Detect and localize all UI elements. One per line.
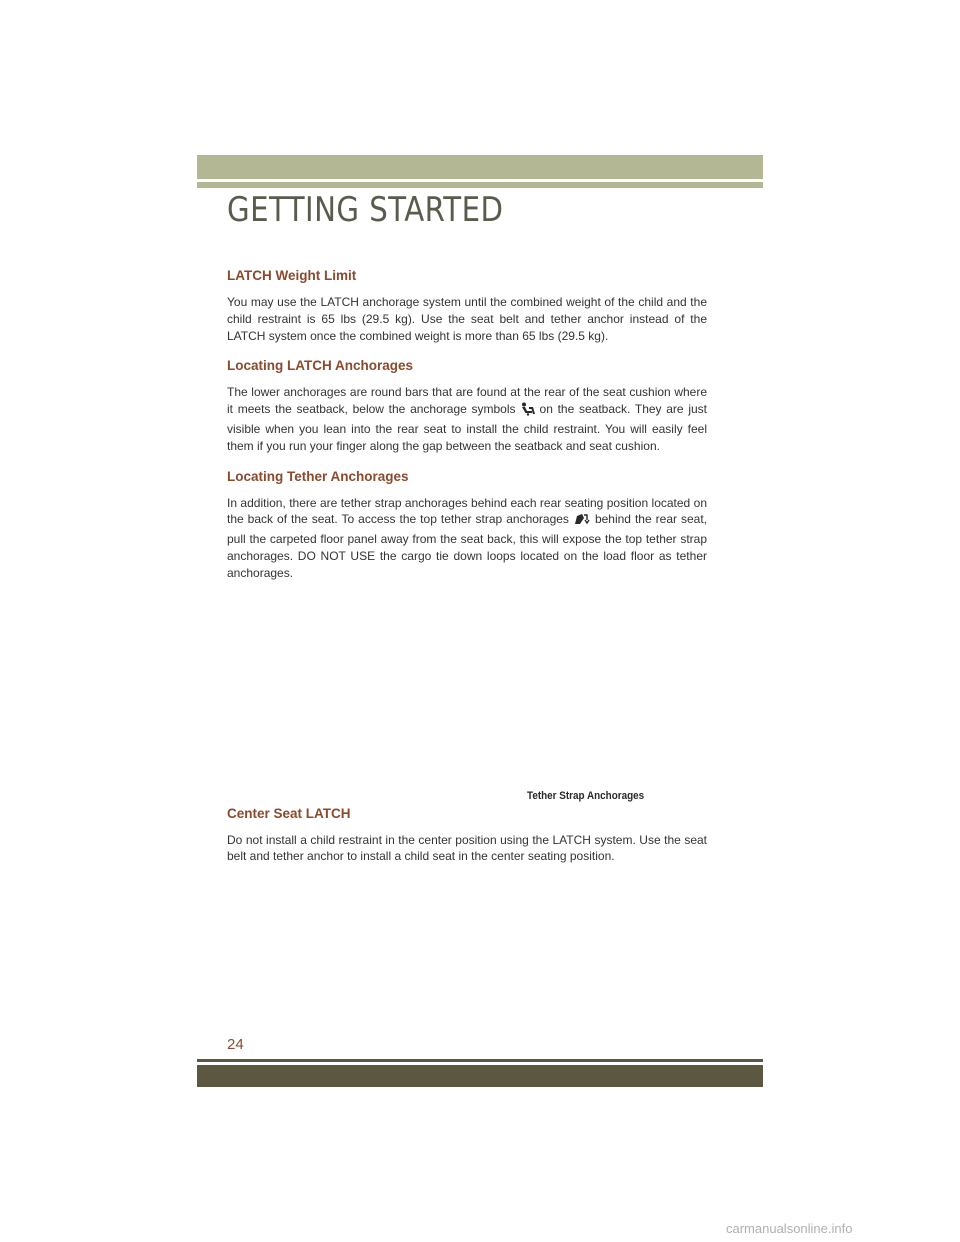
paragraph-text-part: The lower anchorages are round bars that are found at the rear of the seat cushion where it meets the seatback, below the anchorage symbols [227, 385, 707, 417]
paragraph-text-part: on the seatback. They are just visible when you lean into the rear seat to install the child restraint. You will easily feel them if you run your finger along the gap between the seatback and seat cushion. [227, 402, 707, 453]
heading-locating-tether-anchorages: Locating Tether Anchorages [227, 468, 409, 484]
paragraph-text-part: In addition, there are tether strap anchorages behind each rear seating position located on the back of the seat. To access the top tether strap anchorages [227, 495, 707, 527]
heading-center-seat-latch: Center Seat LATCH [227, 805, 351, 821]
footer-band [197, 1065, 763, 1087]
paragraph-latch-weight-limit: You may use the LATCH anchorage system until the combined weight of the child and the child restraint is 65 lbs (29.5 kg). Use the seat belt and tether anchor instead of the LATCH system once the combined weight is more than 65 lbs (29.5 kg). [227, 295, 707, 343]
footer-band-line [197, 1059, 763, 1062]
page-content [227, 266, 707, 877]
heading-latch-weight-limit: LATCH Weight Limit [227, 268, 357, 283]
header-band [197, 155, 763, 179]
tether-anchor-icon [573, 512, 591, 531]
page-title: GETTING STARTED [227, 190, 504, 230]
paragraph-center-seat-latch: Do not install a child restraint in the center position using the LATCH system. Use the seat belt and tether anchor to install a child seat in the center seating position. [227, 832, 707, 864]
figure-caption: Tether Strap Anchorages [527, 789, 645, 802]
paragraph-text-part: behind the rear seat, pull the carpeted floor panel away from the seat back, this will expose the top tether strap anchorages. DO NOT USE the cargo tie down loops located on the load floor as tether anchorages. [227, 512, 707, 580]
paragraph-locating-tether-anchorages [227, 495, 707, 582]
paragraph-locating-latch-anchorages [227, 384, 707, 454]
watermark: carmanualsonline.info [726, 1221, 853, 1236]
page-number: 24 [227, 1036, 244, 1053]
heading-locating-latch-anchorages: Locating LATCH Anchorages [227, 358, 414, 374]
tether-anchorages-figure [227, 594, 707, 804]
header-band-line [197, 182, 763, 188]
child-seat-anchor-icon [520, 402, 536, 421]
